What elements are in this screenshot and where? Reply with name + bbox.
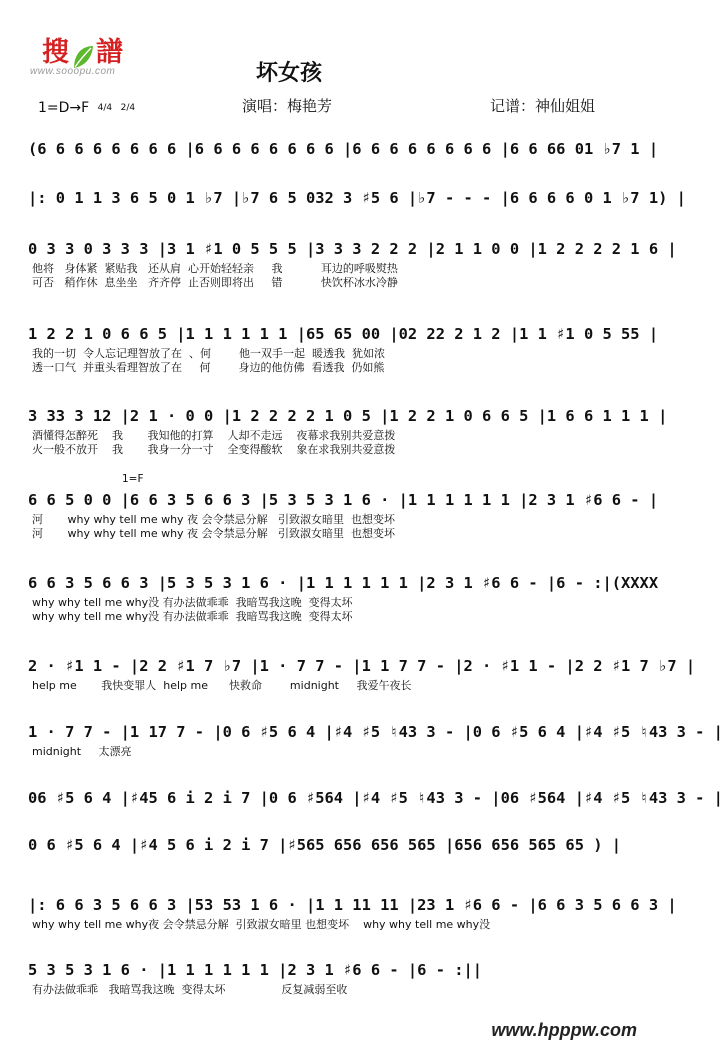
key-signature — [38, 100, 135, 116]
lyric-line-1: 酒懂得怎醉死 我 我知他的打算 人却不走远 夜幕求我别共爱意拨 — [32, 429, 396, 442]
logo-url: www.sooopu.com — [30, 66, 116, 77]
notation-line: (6 6 6 6 6 6 6 6 |6 6 6 6 6 6 6 6 |6 6 6 6 6 6 6 6 |6 6 66 01 ♭7 1 | — [28, 140, 659, 158]
notation-line: 0 3 3 0 3 3 3 |3 1 ♯1 0 5 5 5 |3 3 3 2 2 2 |2 1 1 0 0 |1 2 2 2 2 1 6 | — [28, 240, 677, 258]
notation-line: 3 33 3 12 |2 1 · 0 0 |1 2 2 2 2 1 0 5 |1 2 2 1 0 6 6 5 |1 6 6 1 1 1 | — [28, 407, 668, 425]
notation-line: 5 3 5 3 1 6 · |1 1 1 1 1 1 |2 3 1 ♯6 6 - |6 - :|| — [28, 961, 483, 979]
lyric-line-1: help me 我快变罪人 help me 快救命 midnight 我爱午夜长 — [32, 679, 412, 692]
notation-line: 6 6 3 5 6 6 3 |5 3 5 3 1 6 · |1 1 1 1 1 1 |2 3 1 ♯6 6 - |6 - :|(XXXX — [28, 574, 659, 592]
lyric-line-1: 他将 身体紧 紧贴我 还从肩 心开始轻轻亲 我 耳边的呼吸熨热 — [32, 262, 398, 275]
notation-line: 1 2 2 1 0 6 6 5 |1 1 1 1 1 1 |65 65 00 |02 22 2 1 2 |1 1 ♯1 0 5 55 | — [28, 325, 659, 343]
lyric-line-1: midnight 太漂亮 — [32, 745, 132, 758]
notation-line: |: 6 6 3 5 6 6 3 |53 53 1 6 · |1 1 11 11 |23 1 ♯6 6 - |6 6 3 5 6 6 3 | — [28, 896, 677, 914]
singer-credit: 演唱：梅艳芳 — [242, 97, 333, 115]
logo-char-sou: 搜 — [42, 37, 70, 68]
lyric-line-2: 河 why why tell me why 夜 会令禁忌分解 引致淑女暗里 也想变坏 — [32, 527, 396, 540]
footer-url: www.hpppw.com — [491, 1020, 637, 1040]
lyric-line-1: 河 why why tell me why 夜 会令禁忌分解 引致淑女暗里 也想变坏 — [32, 513, 396, 526]
notation-line: 2 · ♯1 1 - |2 2 ♯1 7 ♭7 |1 · 7 7 - |1 1 7 7 - |2 · ♯1 1 - |2 2 ♯1 7 ♭7 | — [28, 657, 696, 675]
lyric-line-1: why why tell me why没 有办法做乖乖 我暗骂我这晚 变得太坏 — [32, 596, 353, 609]
lyric-line-2: why why tell me why没 有办法做乖乖 我暗骂我这晚 变得太坏 — [32, 610, 353, 623]
time-signature-1: 4/4 — [97, 103, 113, 113]
song-title: 坏女孩 — [256, 61, 323, 86]
notation-line: 6 6 5 0 0 |6 6 3 5 6 6 3 |5 3 5 3 1 6 · |1 1 1 1 1 1 |2 3 1 ♯6 6 - | — [28, 491, 659, 509]
time-signature-2: 2/4 — [120, 103, 136, 113]
notation-line: 0 6 ♯5 6 4 |♯4 5 6 i 2 i 7 |♯565 656 656 565 |656 656 565 65 ) | — [28, 836, 622, 854]
notation-line: 06 ♯5 6 4 |♯45 6 i 2 i 7 |0 6 ♯564 |♯4 ♯5 ♮43 3 - |06 ♯564 |♯4 ♯5 ♮43 3 - | — [28, 789, 723, 807]
notation-line: 1 · 7 7 - |1 17 7 - |0 6 ♯5 6 4 |♯4 ♯5 ♮43 3 - |0 6 ♯5 6 4 |♯4 ♯5 ♮43 3 - | — [28, 723, 723, 741]
key-text: 1=D→F — [38, 100, 90, 116]
lyric-line-2: 透一口气 并重头看理智放了在 何 身边的他仿佛 看透我 仍如熊 — [32, 361, 385, 374]
lyric-line-1: 我的一切 令人忘记理智放了在 、何 他一双手一起 暖透我 犹如浓 — [32, 347, 385, 360]
lyric-line-2: 火一般不放开 我 我身一分一寸 全变得酸软 象在求我别共爱意拨 — [32, 443, 396, 456]
sooopu-logo — [42, 30, 124, 70]
notation-line: |: 0 1 1 3 6 5 0 1 ♭7 |♭7 6 5 032 3 ♯5 6 |♭7 - - - |6 6 6 6 0 1 ♭7 1) | — [28, 189, 686, 207]
lyric-line-1: 有办法做乖乖 我暗骂我这晚 变得太坏 反复减弱至收 — [32, 983, 348, 996]
lyric-line-1: why why tell me why夜 会令禁忌分解 引致淑女暗里 也想变坏 why why tell me why没 — [32, 918, 491, 931]
lyric-line-2: 可否 稍作休 息坐坐 齐齐停 止否则即将出 错 快饮杯冰水冷静 — [32, 276, 398, 289]
key-change-marker: 1=F — [122, 473, 144, 485]
transcriber-credit: 记谱：神仙姐姐 — [490, 97, 596, 115]
logo-char-pu: 譜 — [96, 37, 124, 68]
